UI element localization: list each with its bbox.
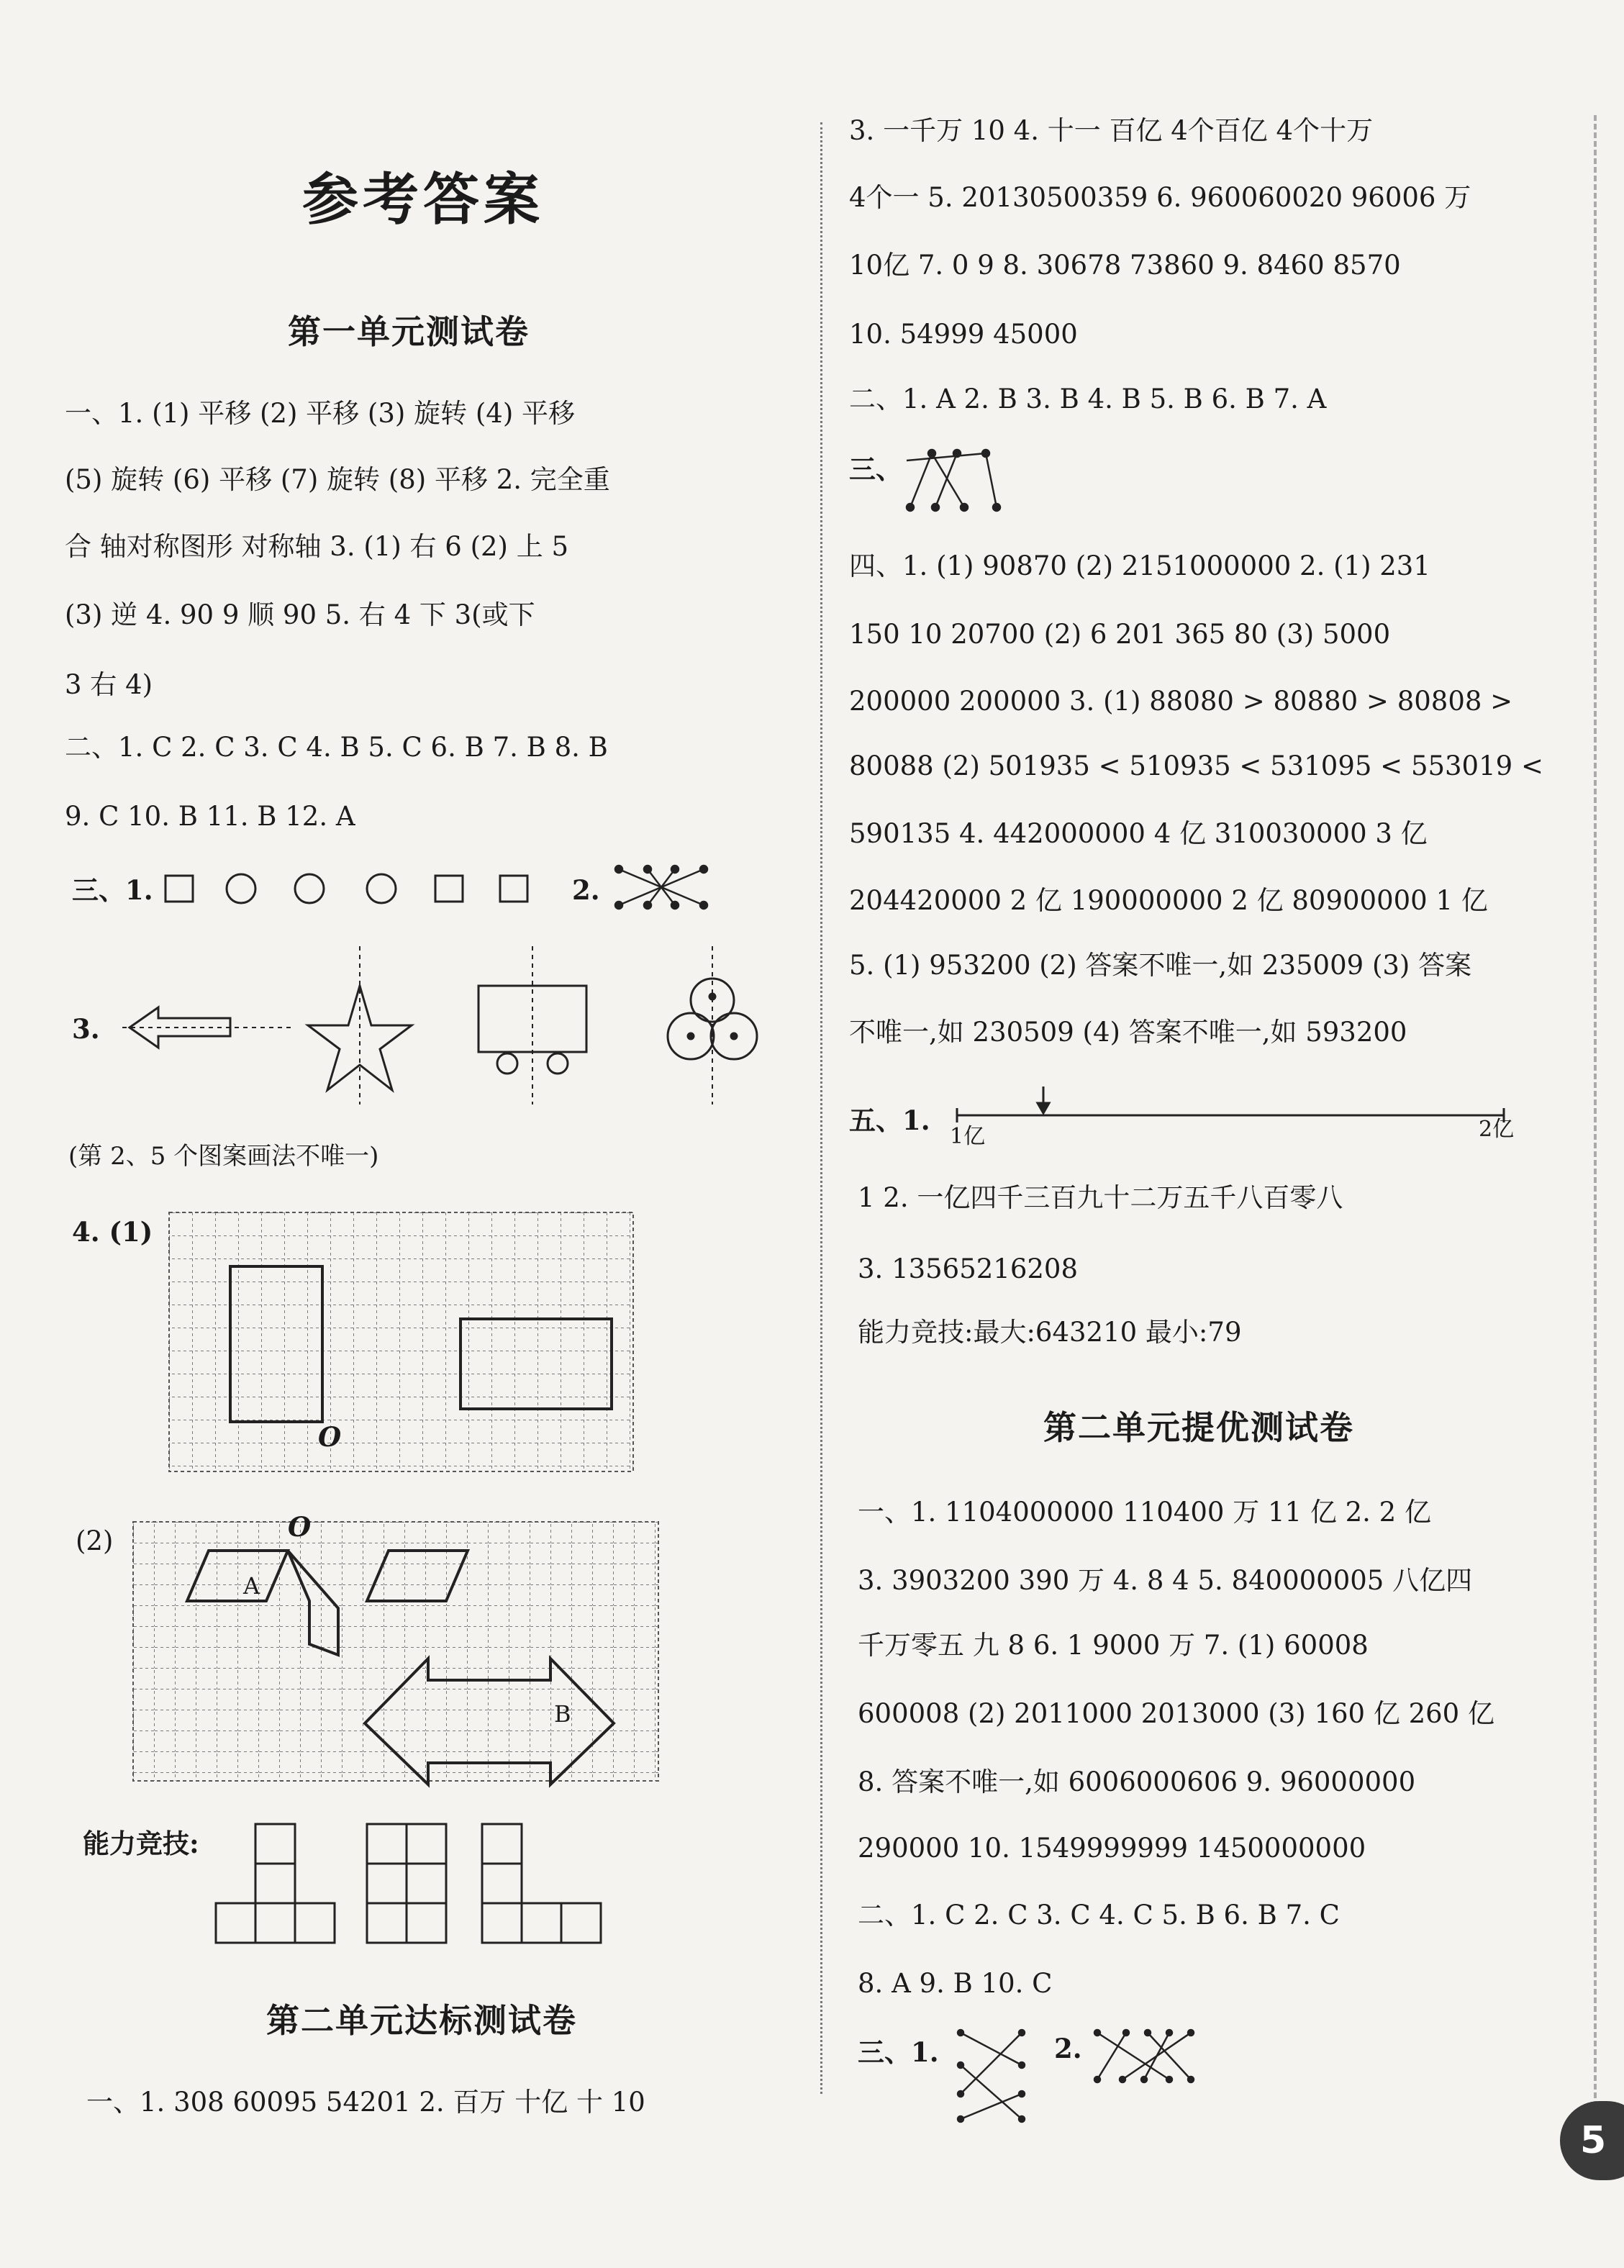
symmetry-figures bbox=[115, 943, 827, 1108]
page-title: 参考答案 bbox=[302, 167, 545, 232]
answer-line: 不唯一,如 230509 (4) 答案不唯一,如 593200 bbox=[849, 1017, 1407, 1048]
axis-start-label: 1亿 bbox=[950, 1124, 986, 1149]
answer-line: 3. 一千万 10 4. 十一 百亿 4个百亿 4个十万 bbox=[849, 115, 1374, 146]
answer-line: 四、1. (1) 90870 (2) 2151000000 2. (1) 231 bbox=[849, 550, 1430, 581]
answer-line: 二、1. A 2. B 3. B 4. B 5. B 6. B 7. A bbox=[849, 384, 1327, 414]
answer-line: 10亿 7. 0 9 8. 30678 73860 9. 8460 8570 bbox=[849, 250, 1401, 281]
figure-note: (第 2、5 个图案画法不唯一) bbox=[68, 1142, 379, 1171]
wu-label: 五、1. bbox=[849, 1104, 930, 1136]
unit1-heading: 第一单元测试卷 bbox=[288, 312, 530, 351]
q3-item3-label: 3. bbox=[72, 1013, 100, 1045]
shape-b-label: B bbox=[554, 1700, 571, 1728]
column-divider bbox=[820, 122, 822, 2094]
page-edge bbox=[1594, 115, 1597, 2115]
matching-lines-icon bbox=[612, 863, 712, 914]
shape-a-label: A bbox=[243, 1572, 260, 1600]
q3-item2-label: 2. bbox=[572, 874, 600, 906]
ability-shapes bbox=[216, 1824, 604, 1954]
san-item2-label: 2. bbox=[1054, 2033, 1082, 2064]
matching-lines-icon bbox=[1090, 2026, 1198, 2090]
answer-line: 3. 3903200 390 万 4. 8 4 5. 840000005 八亿四 bbox=[858, 1565, 1473, 1596]
unit2a-heading: 第二单元达标测试卷 bbox=[266, 2001, 577, 2040]
shape-sequence-2 bbox=[367, 872, 554, 908]
ability-answer: 能力竞技:最大:643210 最小:79 bbox=[858, 1317, 1242, 1348]
grid-figure-2 bbox=[133, 1522, 666, 1788]
unit2b-heading: 第二单元提优测试卷 bbox=[1043, 1408, 1354, 1447]
ability-label: 能力竞技: bbox=[83, 1828, 199, 1859]
shape-sequence bbox=[165, 872, 353, 908]
san-label: 三、 bbox=[849, 453, 902, 485]
q4b-label: (2) bbox=[76, 1525, 114, 1556]
answer-line: 一、1. 1104000000 110400 万 11 亿 2. 2 亿 bbox=[858, 1497, 1431, 1528]
answer-line: 590135 4. 442000000 4 亿 310030000 3 亿 bbox=[849, 818, 1428, 849]
answer-line: 204420000 2 亿 190000000 2 亿 80900000 1 亿 bbox=[849, 885, 1488, 916]
san-label-2: 三、1. bbox=[858, 2036, 939, 2068]
page-number: 5 bbox=[1560, 2101, 1624, 2180]
answer-line: 8. A 9. B 10. C bbox=[858, 1968, 1053, 1999]
answer-line: 一、1. (1) 平移 (2) 平移 (3) 旋转 (4) 平移 bbox=[65, 398, 576, 429]
answer-line: 4个一 5. 20130500359 6. 960060020 96006 万 bbox=[849, 182, 1471, 213]
answer-line: 8. 答案不唯一,如 6006000606 9. 96000000 bbox=[858, 1766, 1416, 1797]
answer-line: (5) 旋转 (6) 平移 (7) 旋转 (8) 平移 2. 完全重 bbox=[65, 464, 610, 495]
matching-lines-icon bbox=[903, 446, 1018, 514]
answer-line: 10. 54999 45000 bbox=[849, 319, 1078, 350]
answer-line: 5. (1) 953200 (2) 答案不唯一,如 235009 (3) 答案 bbox=[849, 950, 1472, 981]
answer-line: 3 右 4) bbox=[65, 669, 153, 700]
answer-line: 200000 200000 3. (1) 88080 > 80880 > 80808 > bbox=[849, 686, 1513, 717]
answer-line: 一、1. 308 60095 54201 2. 百万 十亿 十 10 bbox=[86, 2087, 645, 2118]
answer-line: 3. 13565216208 bbox=[858, 1253, 1079, 1284]
answer-line: 150 10 20700 (2) 6 201 365 80 (3) 5000 bbox=[849, 619, 1391, 650]
answer-line: 千万零五 九 8 6. 1 9000 万 7. (1) 60008 bbox=[858, 1630, 1369, 1661]
matching-lines-icon bbox=[953, 2026, 1033, 2126]
grid-figure-1 bbox=[169, 1212, 637, 1479]
grid1-origin-label: O bbox=[318, 1421, 342, 1453]
axis-end-label: 2亿 bbox=[1479, 1117, 1515, 1142]
answer-line: 290000 10. 1549999999 1450000000 bbox=[858, 1833, 1366, 1864]
answer-line: 80088 (2) 501935 < 510935 < 531095 < 553019 < bbox=[849, 750, 1543, 781]
answer-line: 1 2. 一亿四千三百九十二万五千八百零八 bbox=[858, 1182, 1343, 1213]
answer-line: 二、1. C 2. C 3. C 4. B 5. C 6. B 7. B 8. B bbox=[65, 732, 608, 763]
grid2-origin-label: O bbox=[288, 1511, 312, 1543]
answer-line: 合 轴对称图形 对称轴 3. (1) 右 6 (2) 上 5 bbox=[65, 531, 569, 562]
q3-label: 三、1. bbox=[72, 874, 153, 906]
number-line bbox=[950, 1083, 1525, 1126]
answer-line: 600008 (2) 2011000 2013000 (3) 160 亿 260 亿 bbox=[858, 1698, 1494, 1729]
q4-label: 4. (1) bbox=[72, 1216, 153, 1248]
answer-line: (3) 逆 4. 90 9 顺 90 5. 右 4 下 3(或下 bbox=[65, 599, 535, 630]
answer-line: 9. C 10. B 11. B 12. A bbox=[65, 801, 355, 832]
answer-line: 二、1. C 2. C 3. C 4. C 5. B 6. B 7. C bbox=[858, 1900, 1340, 1931]
